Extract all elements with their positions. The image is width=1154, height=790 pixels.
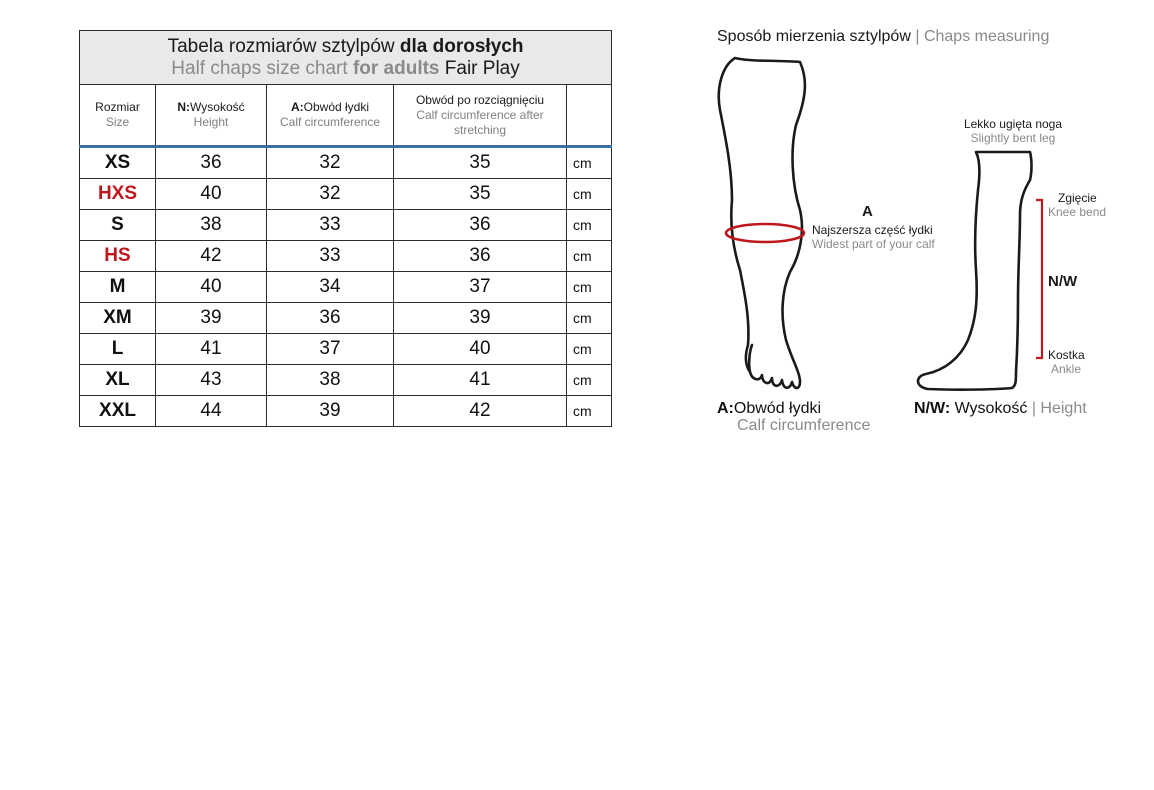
ankle-label: Kostka Ankle xyxy=(1048,348,1085,376)
bent-leg-label: Lekko ugięta noga Slightly bent leg xyxy=(963,117,1063,145)
calf-cell: 37 xyxy=(267,334,394,365)
size-cell: XS xyxy=(80,147,156,179)
title-pl-bold: dla dorosłych xyxy=(399,35,524,57)
size-cell: HXS xyxy=(80,179,156,210)
stretch-cell: 39 xyxy=(394,303,567,334)
size-cell: L xyxy=(80,334,156,365)
height-cell: 40 xyxy=(156,272,267,303)
height-cell: 36 xyxy=(156,147,267,179)
unit-cell: cm xyxy=(567,147,612,179)
calf-cell: 34 xyxy=(267,272,394,303)
height-cell: 40 xyxy=(156,179,267,210)
title-pl: Tabela rozmiarów sztylpów xyxy=(167,35,395,57)
height-cell: 38 xyxy=(156,210,267,241)
calf-label: Najszersza część łydki Widest part of your calf xyxy=(812,223,935,251)
calf-cell: 39 xyxy=(267,396,394,427)
title-en: Half chaps size chart xyxy=(171,57,348,79)
stretch-cell: 35 xyxy=(394,179,567,210)
unit-cell: cm xyxy=(567,241,612,272)
height-cell: 39 xyxy=(156,303,267,334)
stretch-cell: 35 xyxy=(394,147,567,179)
calf-cell: 38 xyxy=(267,365,394,396)
stretch-cell: 42 xyxy=(394,396,567,427)
knee-label: Zgięcie Knee bend xyxy=(1048,191,1107,219)
unit-cell: cm xyxy=(567,303,612,334)
header-size: Rozmiar Size xyxy=(80,85,156,147)
height-measure-line xyxy=(1036,200,1042,358)
unit-cell: cm xyxy=(567,210,612,241)
stretch-cell: 36 xyxy=(394,210,567,241)
calf-cell: 32 xyxy=(267,179,394,210)
unit-cell: cm xyxy=(567,179,612,210)
height-cell: 41 xyxy=(156,334,267,365)
height-cell: 43 xyxy=(156,365,267,396)
side-leg-icon xyxy=(918,152,1032,390)
calf-measure-line xyxy=(726,224,804,242)
calf-cell: 36 xyxy=(267,303,394,334)
stretch-cell: 40 xyxy=(394,334,567,365)
calf-cell: 32 xyxy=(267,147,394,179)
header-height: N:Wysokość Height xyxy=(156,85,267,147)
height-marker: N/W xyxy=(1048,273,1078,290)
calf-cell: 33 xyxy=(267,241,394,272)
height-cell: 42 xyxy=(156,241,267,272)
header-stretch: Obwód po rozciągnięciu Calf circumference after stretching xyxy=(394,85,567,147)
stretch-cell: 36 xyxy=(394,241,567,272)
title-en-bold: for adults xyxy=(352,57,440,79)
calf-cell: 33 xyxy=(267,210,394,241)
title-brand: Fair Play xyxy=(444,57,520,79)
legend-height: N/W: Wysokość | Height xyxy=(914,400,1087,417)
size-cell: XM xyxy=(80,303,156,334)
unit-cell: cm xyxy=(567,272,612,303)
stretch-cell: 37 xyxy=(394,272,567,303)
size-cell: HS xyxy=(80,241,156,272)
calf-marker: A xyxy=(862,203,873,220)
size-cell: XL xyxy=(80,365,156,396)
unit-cell: cm xyxy=(567,365,612,396)
legend-calf: A:Obwód łydki Calf circumference xyxy=(717,400,871,434)
measuring-title: Sposób mierzenia sztylpów | Chaps measuring xyxy=(717,28,1050,45)
size-cell: S xyxy=(80,210,156,241)
size-cell: XXL xyxy=(80,396,156,427)
size-cell: M xyxy=(80,272,156,303)
header-calf: A:Obwód łydki Calf circumference xyxy=(267,85,394,147)
unit-cell: cm xyxy=(567,334,612,365)
height-cell: 44 xyxy=(156,396,267,427)
unit-cell: cm xyxy=(567,396,612,427)
stretch-cell: 41 xyxy=(394,365,567,396)
